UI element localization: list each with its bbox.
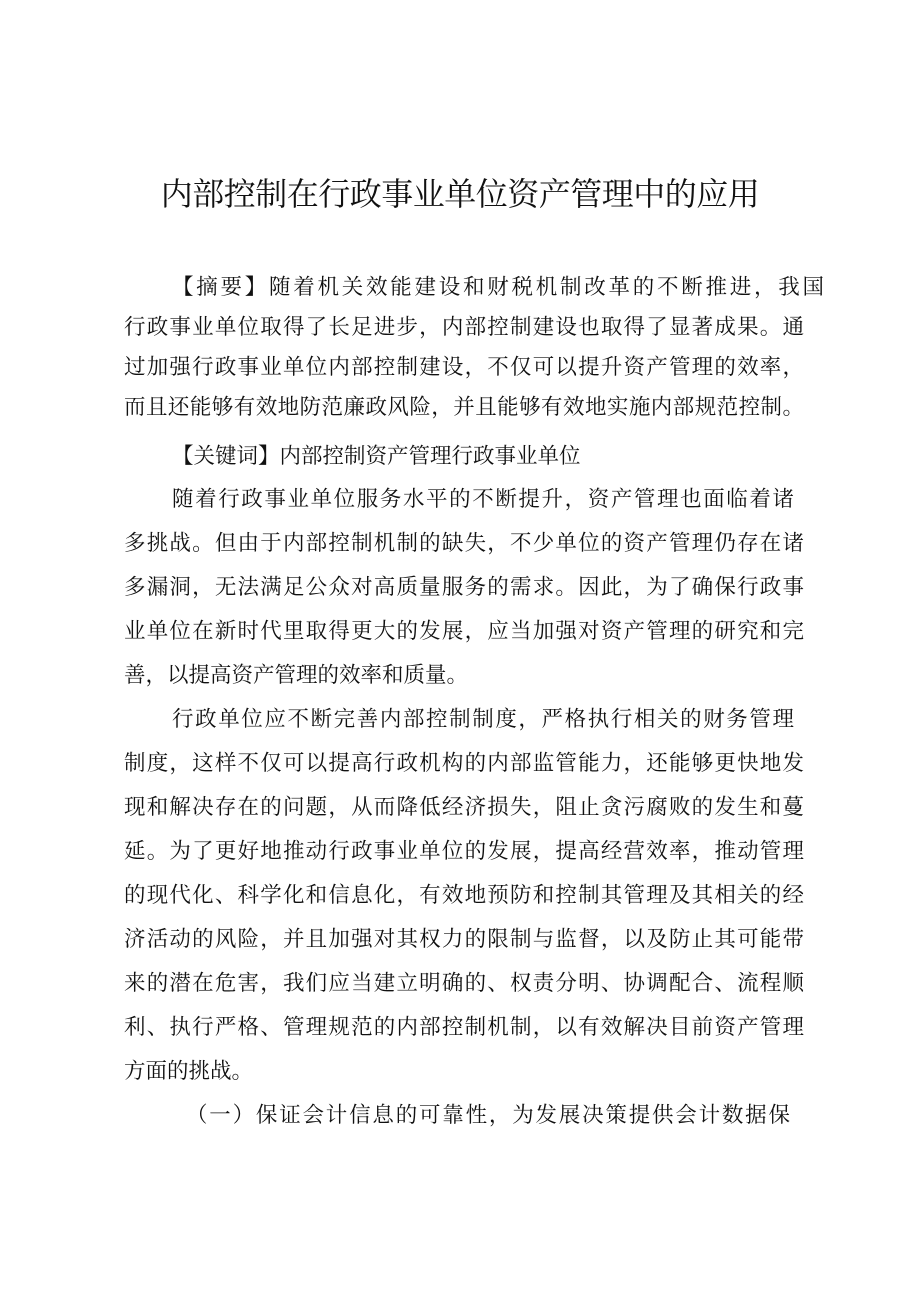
paragraph-2-line-8: 利、执行严格、管理规范的内部控制机制，以有效解决目前资产管理	[124, 1015, 804, 1040]
paragraph-2-line-3: 现和解决存在的问题，从而降低经济损失，阻止贪污腐败的发生和蔓	[124, 795, 804, 820]
paragraph-2-line-1: 行政单位应不断完善内部控制制度，严格执行相关的财务管理	[172, 707, 794, 732]
paragraph-1-line-3: 多漏洞，无法满足公众对高质量服务的需求。因此，为了确保行政事	[124, 575, 804, 600]
paragraph-1-line-1: 随着行政事业单位服务水平的不断提升，资产管理也面临着诸	[172, 487, 794, 512]
paragraph-1-line-5: 善，以提高资产管理的效率和质量。	[124, 663, 469, 688]
abstract-line-2: 行政事业单位取得了长足进步，内部控制建设也取得了显著成果。通	[124, 315, 804, 340]
abstract-line-1: 【摘要】随着机关效能建设和财税机制改革的不断推进，我国	[172, 275, 824, 300]
section-heading-1: （一）保证会计信息的可靠性，为发展决策提供会计数据保	[186, 1103, 790, 1128]
paragraph-2-line-7: 来的潜在危害，我们应当建立明确的、权责分明、协调配合、流程顺	[124, 971, 804, 996]
keywords-line: 【关键词】内部控制资产管理行政事业单位	[172, 444, 581, 469]
document-title: 内部控制在行政事业单位资产管理中的应用	[160, 175, 760, 213]
paragraph-1-line-4: 业单位在新时代里取得更大的发展，应当加强对资产管理的研究和完	[124, 619, 804, 644]
paragraph-2-line-4: 延。为了更好地推动行政事业单位的发展，提高经营效率，推动管理	[124, 839, 804, 864]
paragraph-2-line-5: 的现代化、科学化和信息化，有效地预防和控制其管理及其相关的经	[124, 883, 804, 908]
abstract-line-4: 而且还能够有效地防范廉政风险，并且能够有效地实施内部规范控制。	[124, 395, 804, 420]
paragraph-2-line-2: 制度，这样不仅可以提高行政机构的内部监管能力，还能够更快地发	[124, 751, 804, 776]
paragraph-2-line-6: 济活动的风险，并且加强对其权力的限制与监督，以及防止其可能带	[124, 927, 804, 952]
paragraph-2-line-9: 方面的挑战。	[124, 1059, 254, 1084]
abstract-line-3: 过加强行政事业单位内部控制建设，不仅可以提升资产管理的效率，	[124, 355, 804, 380]
paragraph-1-line-2: 多挑战。但由于内部控制机制的缺失，不少单位的资产管理仍存在诸	[124, 531, 804, 556]
